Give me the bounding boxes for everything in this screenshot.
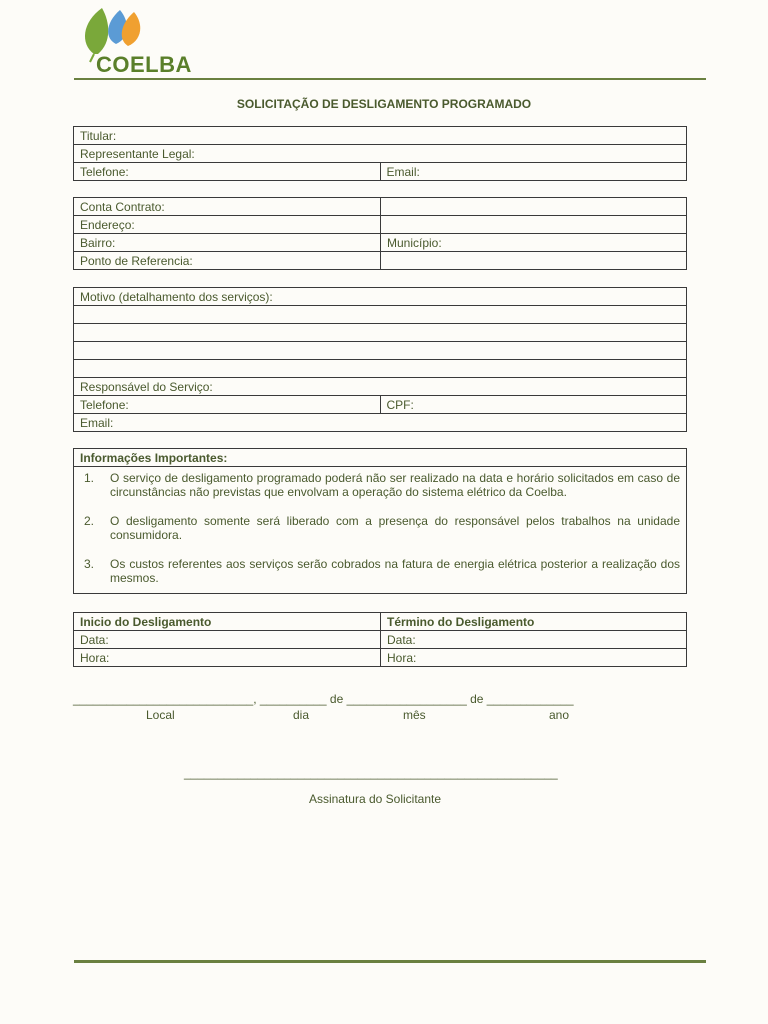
mes-label: mês (403, 708, 426, 722)
schedule-table (73, 612, 687, 667)
signature-label: Assinatura do Solicitante (308, 792, 442, 806)
municipio-field[interactable]: Município: (381, 234, 687, 252)
info-item-text: O serviço de desligamento programado poderá não ser realizado na data e horário solicitados em caso de circunstâncias não previstas que envolvam a operação do sistema elétrico da Coelba. (110, 471, 680, 499)
local-label: Local (146, 708, 175, 722)
telefone-field[interactable]: Telefone: (74, 163, 381, 181)
info-item-text: O desligamento somente será liberado com a presença do responsável pelos trabalhos na unidade consumidora. (110, 514, 680, 542)
ano-label: ano (549, 708, 570, 722)
info-item-number: 3. (84, 557, 95, 571)
cpf-field[interactable]: CPF: (380, 396, 687, 414)
bottom-rule (74, 960, 706, 963)
termino-heading: Término do Desligamento (381, 613, 687, 631)
bairro-field[interactable]: Bairro: (74, 234, 381, 252)
date-blank-line[interactable]: ___________________________, __________ de __________________ de _____________ (73, 692, 574, 706)
leaf-green-shape (85, 8, 108, 54)
top-rule (74, 78, 706, 80)
titular-field[interactable]: Titular: (74, 127, 687, 145)
info-list (74, 467, 687, 594)
inicio-hora-field[interactable]: Hora: (74, 649, 381, 667)
responsavel-telefone-field[interactable]: Telefone: (74, 396, 381, 414)
endereco-field[interactable]: Endereço: (74, 216, 381, 234)
info-item-number: 1. (84, 471, 95, 485)
brand-name: COELBA (96, 52, 192, 77)
motivo-line-2[interactable] (74, 324, 687, 342)
responsavel-field[interactable]: Responsável do Serviço: (74, 378, 687, 396)
signature-line[interactable]: ________________________________________________________ (184, 766, 558, 780)
inicio-data-field[interactable]: Data: (74, 631, 381, 649)
termino-hora-field[interactable]: Hora: (381, 649, 687, 667)
service-table (73, 287, 687, 432)
info-table (73, 448, 687, 594)
endereco-value[interactable] (381, 216, 687, 234)
email-field[interactable]: Email: (380, 163, 687, 181)
motivo-line-3[interactable] (74, 342, 687, 360)
document-title: SOLICITAÇÃO DE DESLIGAMENTO PROGRAMADO (236, 97, 532, 111)
conta-contrato-value[interactable] (381, 198, 687, 216)
info-item-text: Os custos referentes aos serviços serão cobrados na fatura de energia elétrica posterior a realização dos mesmos. (110, 557, 680, 585)
info-item-number: 2. (84, 514, 95, 528)
conta-contrato-field[interactable]: Conta Contrato: (74, 198, 381, 216)
motivo-field[interactable]: Motivo (detalhamento dos serviços): (74, 288, 687, 306)
address-table (73, 197, 687, 270)
info-heading: Informações Importantes: (74, 449, 687, 467)
applicant-table (73, 126, 687, 181)
representante-field[interactable]: Representante Legal: (74, 145, 687, 163)
leaf-stem (90, 54, 94, 62)
motivo-line-1[interactable] (74, 306, 687, 324)
info-item (80, 557, 680, 585)
ponto-referencia-value[interactable] (381, 252, 687, 270)
termino-data-field[interactable]: Data: (381, 631, 687, 649)
info-item (80, 471, 680, 499)
responsavel-email-field[interactable]: Email: (74, 414, 687, 432)
inicio-heading: Inicio do Desligamento (74, 613, 381, 631)
ponto-referencia-field[interactable]: Ponto de Referencia: (74, 252, 381, 270)
info-item (80, 514, 680, 542)
dia-label: dia (293, 708, 310, 722)
motivo-line-4[interactable] (74, 360, 687, 378)
